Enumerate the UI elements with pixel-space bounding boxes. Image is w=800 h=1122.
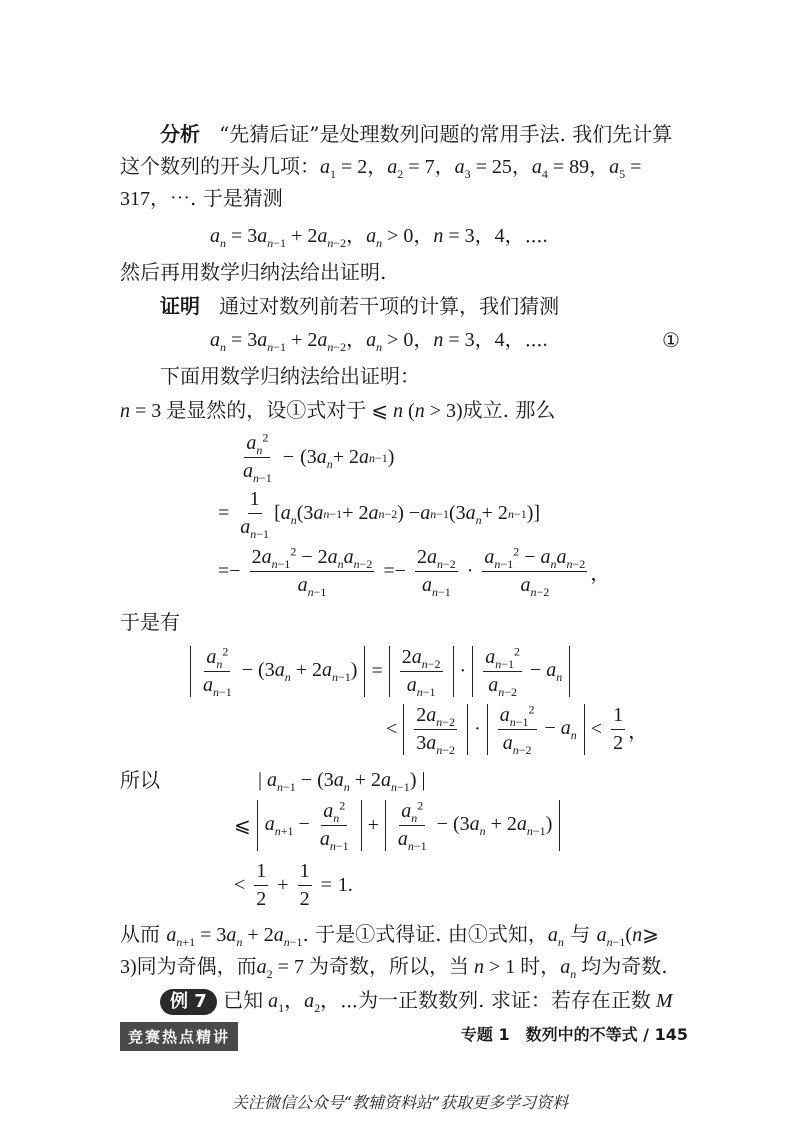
abs-inequality-2: < $\frac{2a_{n-2}}{3a_{n-2}}$ · $\frac{a_{n-1}^2}{a_{n-2}}$ − $a_n$ < $\frac{1}{2}$ ， xyxy=(386,702,649,757)
proof-intro: 通过对数列前若干项的计算，我们猜测 xyxy=(219,294,560,318)
analysis-label: 分析 xyxy=(160,122,200,146)
example-text-tail: ，⋯为一正数数列. 求证：若存在正数 xyxy=(320,988,651,1012)
section-tag: 竞赛热点精讲 xyxy=(120,1022,238,1051)
conclusion-odd: 为奇数，所以，当 xyxy=(308,954,469,978)
chapter-title: 专题 1 数列中的不等式 xyxy=(460,1025,638,1044)
conclusion-end: 均为奇数. xyxy=(581,954,668,978)
base-case-line: n = 3 是显然的，设①式对于 ⩽ n (n > 3)成立. 那么 xyxy=(120,398,556,422)
therefore-label: 所以 xyxy=(120,768,160,792)
conjecture-formula-2: $a_n = 3a_{n-1} + 2a_{n-2}$，$a_n > 0$，n = 3，4，⋯. xyxy=(210,329,548,354)
analysis-line-1 xyxy=(160,120,672,148)
example-badge: 例 7 xyxy=(160,989,217,1015)
analysis-line-2: 这个数列的开头几项：$a_1 = 2$，$a_2 = 7$，$a_3 = 25$，$a_4 = 89$，$a_5$ = xyxy=(120,154,642,181)
analysis-line-3 xyxy=(120,184,283,213)
analysis-text-1: “先猜后证”是处理数列问题的常用手法. 我们先计算 xyxy=(219,122,673,146)
watermark: 关注微信公众号“教辅资料站”获取更多学习资料 xyxy=(231,1093,569,1112)
triangle-inequality: ⩽ $a_{n+1}$ − $\frac{a_n^2}{a_{n-1}}$ + $\frac{a_n^2}{a_{n-1}}$ − $(3a_n + 2a_{n-1})$ xyxy=(228,800,560,851)
value-a5: 317 xyxy=(120,188,150,210)
abs-inequality-1: $\frac{a_n^2}{a_{n-1}}$ − $(3a_n + 2a_{n-1})$ = $\frac{2a_{n-2}}{a_{n-1}}$ · $\frac{a_{n-1}^2}{a_{n-2}}$ − $a_n$ xyxy=(190,646,570,697)
conclusion-line-2: 3)同为奇偶，而$a_2 = 7$ 为奇数，所以，当 n > 1 时，$a_n$ 均为奇数. xyxy=(120,954,668,981)
analysis-text-3: ，⋯. 于是猜测 xyxy=(150,186,283,210)
base-case-tail: 成立. 那么 xyxy=(462,398,556,422)
derivation-step-1: $\frac{a_n^2}{a_{n-1}}$ − (3 $a_n$ + 2 a n−1 ) xyxy=(243,430,395,485)
conjecture-formula-1: $a_n = 3a_{n-1} + 2a_{n-2}$，$a_n > 0$，n = 3，4，⋯. xyxy=(210,225,548,250)
therefore-abs: | $a_{n-1} - (3a_n + 2a_{n-1})$ | xyxy=(258,769,426,794)
conclusion-line-1: 从而 $a_{n+1} = 3a_n + 2a_{n-1}$. 于是①式得证. 由①式知，$a_n$ 与 $a_{n-1}(n⩾$ xyxy=(120,922,659,949)
derivation-step-3: =− $\frac{2a_{n-1}^2 - 2a_na_{n-2}}{a_{n-1}}$ =− $\frac{2a_{n-2}}{a_{n-1}}$ · $\frac{a_{n-1}^2 - a_na_{n-2}}{a_{n-2}}$ ， xyxy=(218,544,611,599)
so-have: 于是有 xyxy=(120,610,180,634)
page-number: 145 xyxy=(654,1025,688,1044)
proof-label: 证明 xyxy=(160,294,200,318)
conclusion-and: 与 xyxy=(570,922,591,946)
value-a1: 2 xyxy=(357,156,368,178)
conclusion-mid: . 于是①式得证. 由①式知， xyxy=(302,922,548,946)
induction-intro: 下面用数学归纳法给出证明： xyxy=(160,364,420,388)
value-a4: 89 xyxy=(569,156,590,178)
analysis-conclusion: 然后再用数学归纳法给出证明. xyxy=(120,260,387,284)
base-case-text: 是显然的，设①式对于 xyxy=(166,398,367,422)
proof-line-1 xyxy=(160,292,559,320)
derivation-step-2: = $\frac{1}{a_{n-1}}$ [ $a_n$ (3 a n−1 + 2 a n−2 ) − a n−1 (3 $a_n$ + 2 n−1 )] xyxy=(218,488,541,541)
value-a2: 7 xyxy=(424,156,435,178)
analysis-text-2: 这个数列的开头几项： xyxy=(120,154,320,178)
conclusion-when: 时， xyxy=(520,954,561,978)
page-footer: 专题 1 数列中的不等式 / 145 xyxy=(460,1025,688,1044)
conclusion-parity: 同为奇偶，而 xyxy=(136,954,257,978)
equation-marker: ① xyxy=(662,328,680,352)
final-bound: < $\frac{1}{2}$ + $\frac{1}{2}$ = 1. xyxy=(234,860,353,910)
example-line: 例 7 已知 $a_1$，$a_2$，⋯为一正数数列. 求证：若存在正数 M xyxy=(160,986,673,1015)
value-a3: 25 xyxy=(491,156,512,178)
example-text: 已知 xyxy=(223,988,264,1012)
